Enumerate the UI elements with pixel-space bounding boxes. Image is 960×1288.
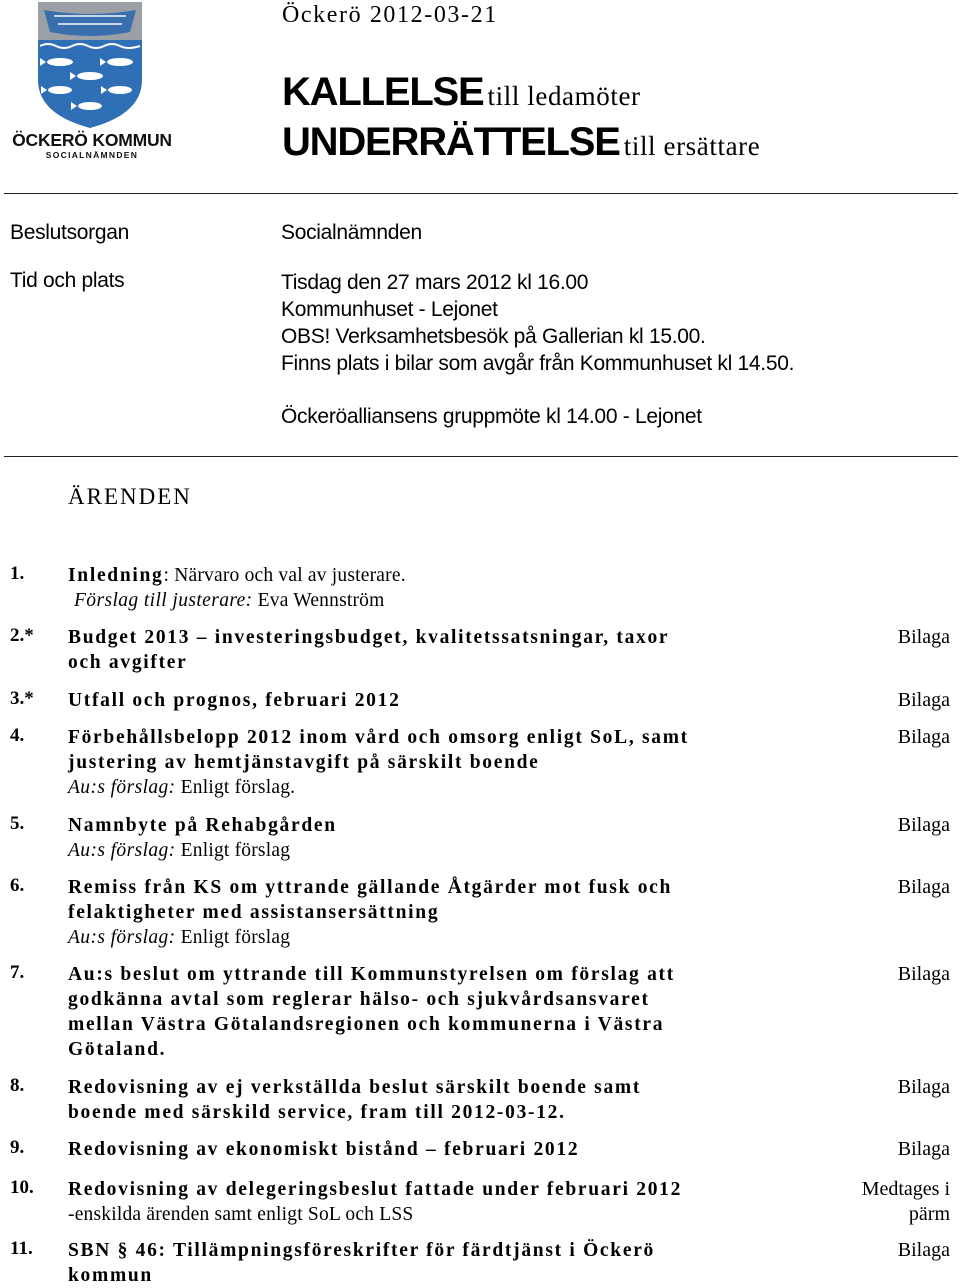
logo-municipality-name: ÖCKERÖ KOMMUN xyxy=(12,130,172,150)
agenda-item-title-line: Au:s beslut om yttrande till Kommunstyrelsen om förslag att xyxy=(68,964,675,985)
agenda-item-number: 7. xyxy=(10,962,25,983)
municipality-logo xyxy=(8,2,173,160)
agenda-item-attachment: Bilaga xyxy=(897,876,950,898)
heading-underrattelse-audience: till ersättare xyxy=(623,131,761,161)
agenda-item-number: 6. xyxy=(10,875,25,896)
time-place-line: Finns plats i bilar som avgår från Kommunhuset kl 14.50. xyxy=(281,352,795,375)
agenda-item-attachment: Bilaga xyxy=(897,1076,950,1098)
time-place-line: OBS! Verksamhetsbesök på Gallerian kl 15.00. xyxy=(281,325,706,348)
agenda-item-proposal xyxy=(68,775,689,800)
agenda-item-title-line: Budget 2013 – investeringsbudget, kvalitetssatsningar, taxor xyxy=(68,627,670,648)
agenda-item-title xyxy=(68,1137,579,1162)
agenda-item-proposal-text: Enligt förslag. xyxy=(175,777,296,798)
heading-underrattelse-word: UNDERRÄTTELSE xyxy=(282,120,620,164)
time-place-line: Kommunhuset - Lejonet xyxy=(281,298,498,321)
agenda-item-proposal xyxy=(68,838,337,863)
agenda-item-attachment: Bilaga xyxy=(897,1138,950,1160)
agenda-item-proposal-text: Eva Wennström xyxy=(252,590,385,611)
agenda-item-attachment: Bilaga xyxy=(897,1239,950,1261)
agenda-item-attachment: Bilaga xyxy=(897,626,950,648)
agenda-item-title-line: mellan Västra Götalandsregionen och kommunerna i Västra xyxy=(68,1014,665,1035)
agenda-item-title-line: och avgifter xyxy=(68,652,188,673)
agenda-item-attachment-line: pärm xyxy=(908,1203,950,1225)
agenda-item-attachment: Bilaga xyxy=(897,726,950,748)
agenda-item-title-line: felaktigheter med assistansersättning xyxy=(68,902,440,923)
group-meeting-note: Öckeröalliansens gruppmöte kl 14.00 - Lejonet xyxy=(281,405,702,428)
agenda-item-title xyxy=(68,725,689,800)
agenda-item-attachment-line: Medtages i xyxy=(861,1178,950,1200)
heading-underrattelse xyxy=(282,120,760,165)
agenda-item-number: 11. xyxy=(10,1238,33,1259)
time-place-label: Tid och plats xyxy=(10,269,125,292)
agenda-item-title-text: Inledning xyxy=(68,565,164,586)
agenda-item-title-continuation: : Närvaro och val av justerare. xyxy=(163,565,406,586)
divider-middle xyxy=(4,456,958,457)
agenda-item-title-line: boende med särskild service, fram till 2012-03-12. xyxy=(68,1102,566,1123)
agenda-item-title xyxy=(68,1238,655,1288)
agenda-item-proposal-label: Förslag till justerare: xyxy=(74,590,253,611)
time-place-value xyxy=(281,269,794,377)
agenda-item-attachment: Bilaga xyxy=(897,814,950,836)
agenda-item-number: 2.* xyxy=(10,625,34,646)
logo-department-name: SOCIALNÄMNDEN xyxy=(45,150,139,160)
agenda-item-number: 10. xyxy=(10,1177,34,1198)
agenda-item-number: 3.* xyxy=(10,688,34,709)
agenda-item-proposal-label: Au:s förslag: xyxy=(68,777,176,798)
agenda-item-proposal-text: Enligt förslag xyxy=(175,927,291,948)
time-place-line: Tisdag den 27 mars 2012 kl 16.00 xyxy=(281,271,589,294)
agenda-item-title-line: Förbehållsbelopp 2012 inom vård och omsorg enligt SoL, samt xyxy=(68,727,689,748)
agenda-item-title-line: Utfall och prognos, februari 2012 xyxy=(68,690,401,711)
agenda-item-title xyxy=(68,1177,682,1227)
coat-of-arms-icon xyxy=(8,2,173,130)
agenda-item-title-line: Götaland. xyxy=(68,1039,167,1060)
heading-kallelse-audience: till ledamöter xyxy=(487,81,641,111)
agenda-item-title-line: Redovisning av delegeringsbeslut fattade under februari 2012 xyxy=(68,1179,683,1200)
agenda-item-number: 8. xyxy=(10,1075,25,1096)
agenda-item-title xyxy=(68,688,401,713)
agenda-item-number: 1. xyxy=(10,563,25,584)
agenda-item-proposal-label: Au:s förslag: xyxy=(68,927,176,948)
agenda-item-title-line: Redovisning av ekonomiskt bistånd – februari 2012 xyxy=(68,1139,580,1160)
divider-top xyxy=(4,193,958,194)
heading-kallelse-word: KALLELSE xyxy=(282,70,484,114)
agenda-item-title-line: Namnbyte på Rehabgården xyxy=(68,815,337,836)
agenda-item-title-line: Redovisning av ej verkställda beslut särskilt boende samt xyxy=(68,1077,642,1098)
agenda-item-proposal-label: Au:s förslag: xyxy=(68,840,176,861)
agenda-item-proposal xyxy=(68,925,672,950)
document-date-line: Öckerö 2012-03-21 xyxy=(282,2,498,28)
agenda-item-proposal-text: Enligt förslag xyxy=(175,840,291,861)
agenda-item-title-line: kommun xyxy=(68,1265,153,1286)
agenda-item-title xyxy=(68,875,672,950)
agenda-item-attachment: Bilaga xyxy=(897,689,950,711)
agenda-item-title-line: SBN § 46: Tillämpningsföreskrifter för färdtjänst i Öckerö xyxy=(68,1240,655,1261)
agenda-item-number: 9. xyxy=(10,1137,25,1158)
agenda-item-title-line: godkänna avtal som reglerar hälso- och sjukvårdsansvaret xyxy=(68,989,650,1010)
agenda-heading: ÄRENDEN xyxy=(68,484,192,509)
agenda-item-title xyxy=(68,1075,641,1125)
agenda-item-attachment: Bilaga xyxy=(897,963,950,985)
agenda-item-title xyxy=(68,625,669,675)
heading-kallelse xyxy=(282,70,641,115)
organ-label: Beslutsorgan xyxy=(10,221,129,244)
agenda-item-number: 5. xyxy=(10,813,25,834)
agenda-item-subline: -enskilda ärenden samt enligt SoL och LSS xyxy=(68,1204,414,1225)
agenda-item-attachment xyxy=(862,1177,950,1227)
agenda-item-title xyxy=(68,563,406,613)
organ-value: Socialnämnden xyxy=(281,221,422,244)
agenda-item-title-line: Remiss från KS om yttrande gällande Åtgärder mot fusk och xyxy=(68,877,673,898)
agenda-item-number: 4. xyxy=(10,725,25,746)
agenda-item-title xyxy=(68,813,337,863)
agenda-item-title-line: justering av hemtjänstavgift på särskilt boende xyxy=(68,752,540,773)
agenda-item-proposal xyxy=(68,588,406,613)
agenda-item-title xyxy=(68,962,675,1062)
